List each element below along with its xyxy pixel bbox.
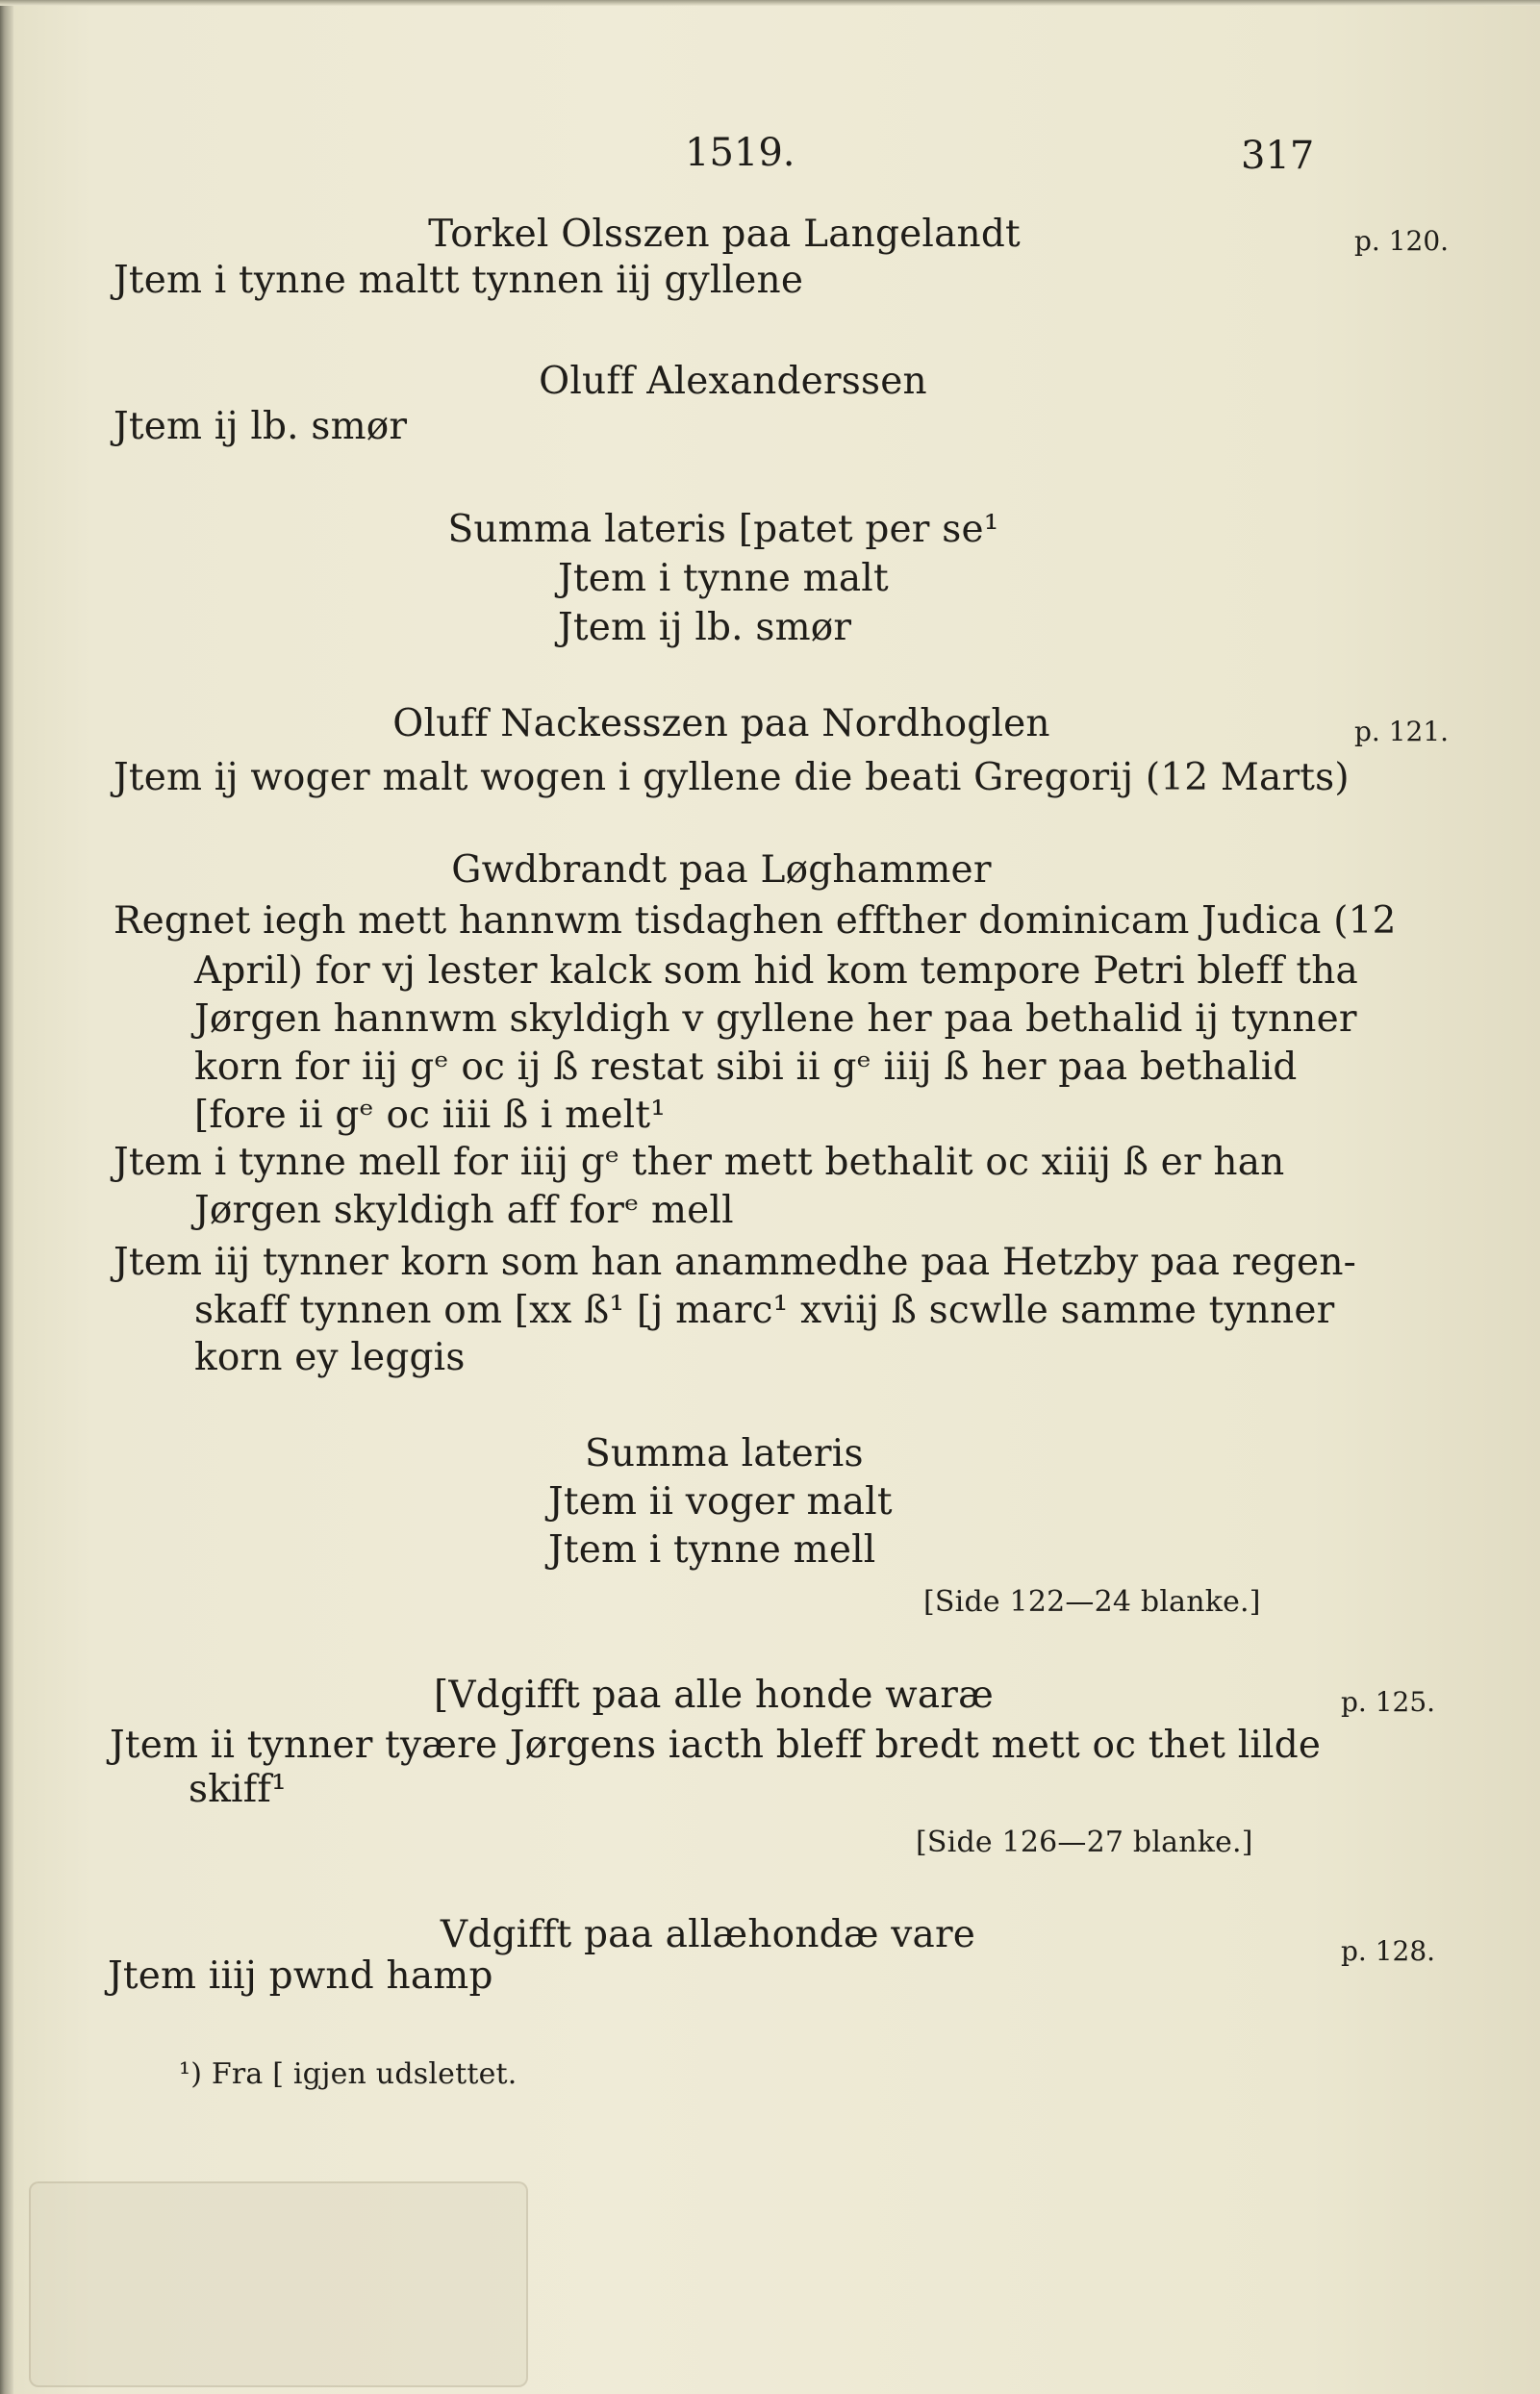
entry-line: Jtem ij lb. smør [114, 405, 408, 448]
editorial-note: [Side 126—27 blanke.] [916, 1826, 1253, 1859]
entry-line: Jtem ii tynner tyære Jørgens iacth bleff bredt mett oc thet lilde [110, 1724, 1322, 1767]
summa-line: Jtem i tynne malt [558, 557, 889, 600]
entry-heading: Vdgifft paa allæhondæ vare [440, 1913, 976, 1956]
page-top-edge [0, 0, 1540, 6]
margin-page-ref: p. 120. [1354, 225, 1450, 257]
page-binding-edge [0, 0, 13, 2394]
entry-line: Jtem iij tynner korn som han anammedhe paa Hetzby paa regen- [114, 1241, 1357, 1284]
entry-line: korn for iij gᵉ oc ij ß restat sibi ii gᵉ iiij ß her paa bethalid [194, 1046, 1298, 1089]
entry-line: Jtem iiij pwnd hamp [108, 1954, 493, 1998]
summa-line: Jtem i tynne mell [548, 1528, 876, 1572]
entry-heading: Oluff Alexanderssen [539, 360, 927, 403]
paper-stain [29, 2181, 528, 2387]
entry-line: Regnet iegh mett hannwm tisdaghen effther dominicam Judica (12 [114, 899, 1397, 943]
entry-heading: Oluff Nackesszen paa Nordhoglen [392, 702, 1050, 745]
entry-line: Jtem i tynne maltt tynnen iij gyllene [114, 259, 804, 302]
entry-line: skiff¹ [189, 1768, 287, 1811]
header-year: 1519. [685, 131, 795, 175]
summa-line: Jtem ii voger malt [548, 1480, 893, 1524]
margin-page-ref: p. 121. [1354, 716, 1450, 747]
summa-line: Jtem ij lb. smør [558, 606, 852, 649]
header-page-number: 317 [1241, 134, 1315, 178]
footnote: ¹) Fra [ igjen udslettet. [179, 2057, 518, 2091]
editorial-note: [Side 122—24 blanke.] [923, 1585, 1261, 1619]
entry-heading: Gwdbrandt paa Løghammer [451, 848, 992, 892]
margin-page-ref: p. 125. [1341, 1686, 1436, 1718]
entry-line: Jtem ij woger malt wogen i gyllene die beati Gregorij (12 Marts) [114, 756, 1350, 799]
entry-line: korn ey leggis [194, 1336, 466, 1379]
summa-heading: Summa lateris [585, 1432, 864, 1475]
entry-line: skaff tynnen om [xx ß¹ [j marc¹ xviij ß scwlle samme tynner [194, 1289, 1335, 1332]
entry-line: Jørgen hannwm skyldigh v gyllene her paa bethalid ij tynner [194, 997, 1357, 1041]
entry-heading: [Vdgifft paa alle honde waræ [434, 1674, 994, 1717]
margin-page-ref: p. 128. [1341, 1935, 1436, 1967]
entry-heading: Torkel Olsszen paa Langelandt [428, 213, 1021, 256]
entry-line: April) for vj lester kalck som hid kom tempore Petri bleff tha [194, 949, 1358, 993]
summa-heading: Summa lateris [patet per se¹ [447, 508, 999, 551]
entry-line: [fore ii gᵉ oc iiii ß i melt¹ [194, 1094, 667, 1137]
entry-line: Jtem i tynne mell for iiij gᵉ ther mett bethalit oc xiiij ß er han [114, 1141, 1285, 1184]
entry-line: Jørgen skyldigh aff forᵉ mell [194, 1189, 734, 1232]
